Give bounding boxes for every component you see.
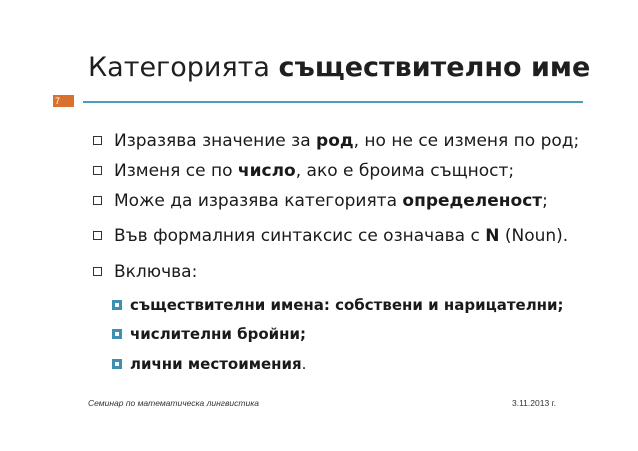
square-bullet-icon	[93, 231, 102, 240]
bullet-text: , ако е броима същност;	[295, 161, 515, 181]
filled-square-bullet-icon	[112, 359, 122, 369]
slide-number: 7	[53, 95, 74, 107]
bullet-item	[93, 161, 514, 181]
sub-bullet-bold-text: числителни бройни;	[130, 325, 307, 343]
square-bullet-icon	[93, 136, 102, 145]
bullet-text: Включва:	[114, 262, 198, 282]
bullet-text: Във формалния синтаксис се означава с	[114, 226, 486, 246]
bullet-item	[93, 131, 579, 151]
bullet-text: Изразява значение за	[114, 131, 317, 151]
bullet-text: Изменя се по	[114, 161, 238, 181]
bullet-item	[93, 226, 568, 246]
bullet-bold-text: род	[316, 131, 354, 151]
bullet-item	[93, 262, 197, 282]
filled-square-bullet-icon	[112, 300, 122, 310]
slide-title-plain: Категорията	[88, 52, 279, 83]
sub-bullet-item	[112, 296, 564, 314]
bullet-text: (Noun).	[499, 226, 569, 246]
sub-bullet-item	[112, 355, 306, 373]
filled-square-bullet-icon	[112, 329, 122, 339]
footer-date: 3.11.2013 г.	[512, 398, 556, 408]
square-bullet-icon	[93, 166, 102, 175]
bullet-bold-text: определеност	[402, 191, 543, 211]
bullet-text: ;	[542, 191, 548, 211]
sub-bullet-item	[112, 325, 306, 343]
bullet-bold-text: число	[237, 161, 296, 181]
bullet-text: Може да изразява категорията	[114, 191, 403, 211]
square-bullet-icon	[93, 196, 102, 205]
footer-course-name: Семинар по математическа лингвистика	[88, 398, 259, 408]
bullet-text: , но не се изменя по род;	[353, 131, 580, 151]
sub-bullet-text: .	[301, 355, 307, 373]
sub-bullet-bold-text: лични местоимения	[130, 355, 302, 373]
bullet-item	[93, 191, 548, 211]
square-bullet-icon	[93, 267, 102, 276]
slide-title-bold: съществително име	[278, 52, 591, 83]
bullet-bold-text: N	[485, 226, 500, 246]
sub-bullet-bold-text: съществителни имена: собствени и нарицателни;	[130, 296, 564, 314]
